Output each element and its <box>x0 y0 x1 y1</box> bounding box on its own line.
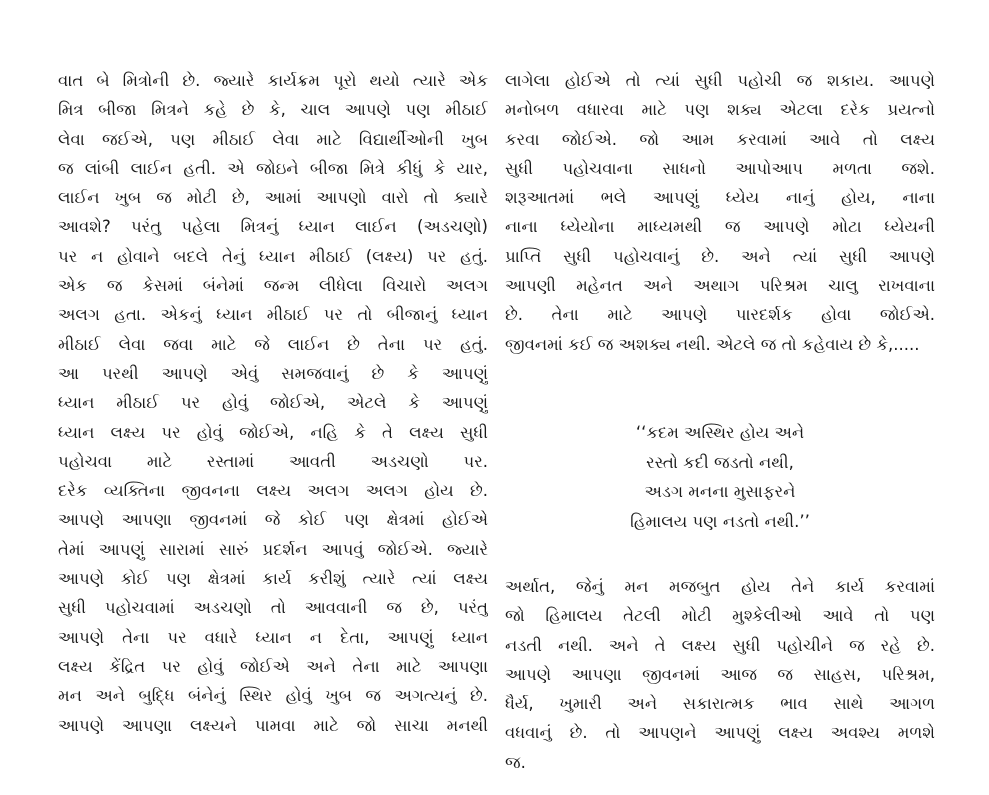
text-line: વાત બે મિત્રોની છે. જ્યારે કાર્યક્રમ પૂરો થયો ત્યારે એક <box>58 71 488 90</box>
text-line: આ પરથી આપણે એવું સમજવાનું છે કે આપણું <box>58 363 488 383</box>
text-line: મન અને બુદ્ધિ બંનેનું સ્થિર હોવું ખુબ જ અગત્યનું છે. <box>58 686 488 706</box>
text-line: છે. તેના માટે આપણે પારદર્શક હોવા જોઈએ. <box>505 305 935 325</box>
text-line: આપણી મહેનત અને અથાગ પરિશ્રમ ચાલુ રાખવાના <box>505 276 935 296</box>
text-line: જીવનમાં કઈ જ અશક્ય નથી. એટલે જ તો કહેવાય છે કે,..... <box>505 334 920 354</box>
text-line: લક્ષ્ય કેંદ્રિત પર હોવું જોઈએ અને તેના માટે આપણા <box>58 656 488 676</box>
right-column-top <box>505 66 935 359</box>
poem-line: હિમાલય પણ નડતો નથી.’’ <box>630 511 810 531</box>
right-column-bottom <box>505 572 935 777</box>
text-line: ધ્યાન લક્ષ્ય પર હોવું જોઈએ, નહિ કે તે લક્ષ્ય સુધી <box>58 422 488 442</box>
text-line: તેમાં આપણું સારામાં સારું પ્રદર્શન આપવું જોઈએ. જ્યારે <box>58 539 488 559</box>
text-line: દરેક વ્યક્તિના જીવનના લક્ષ્ય અલગ અલગ હોય છે. <box>58 481 488 501</box>
text-line: જો હિમાલય તેટલી મોટી મુશ્કેલીઓ આવે તો પણ <box>505 606 935 626</box>
text-line: અલગ હતા. એકનું ધ્યાન મીઠાઈ પર તો બીજાનું ધ્યાન <box>58 305 488 325</box>
text-line: નડતી નથી. અને તે લક્ષ્ય સુધી પહોચીને જ રહે છે. <box>505 635 935 655</box>
text-line: લાગેલા હોઈએ તો ત્યાં સુધી પહોચી જ શકાય. આપણે <box>505 71 935 90</box>
text-line: પર ન હોવાને બદલે તેનું ધ્યાન મીઠાઈ (લક્ષ્ય) પર હતું. <box>58 246 488 266</box>
poem-line: અડગ મનના મુસાફરને <box>644 482 796 501</box>
text-line: આપણે તેના પર વધારે ધ્યાન ન દેતા, આપણું ધ્યાન <box>58 627 488 647</box>
text-line: જ લાંબી લાઈન હતી. એ જોઇને બીજા મિત્રે કીધું કે યાર, <box>58 158 488 178</box>
text-line: સુધી પહોચવામાં અડચણો તો આવવાની જ છે, પરંતુ <box>58 598 488 618</box>
text-line: મીઠાઈ લેવા જવા માટે જે લાઈન છે તેના પર હતું. <box>58 334 488 354</box>
text-line: ધૈર્ય, ખુમારી અને સકારાત્મક ભાવ સાથે આગળ <box>505 694 935 714</box>
text-line: નાના ધ્યેયોના માધ્યમથી જ આપણે મોટા ધ્યેયની <box>505 217 935 237</box>
poem-block <box>505 418 935 536</box>
text-line: પહોચવા માટે રસ્તામાં આવતી અડચણો પર. <box>58 451 488 471</box>
text-line: એક જ કેસમાં બંનેમાં જન્મ લીધેલા વિચારો અલગ <box>58 276 488 296</box>
text-line: જ. <box>505 752 526 772</box>
text-line: મનોબળ વધારવા માટે પણ શક્ય એટલા દરેક પ્રયત્નો <box>505 100 935 120</box>
poem-line: રસ્તો કદી જડતો નથી, <box>646 452 794 472</box>
text-line: લાઈન ખુબ જ મોટી છે, આમાં આપણો વારો તો ક્યારે <box>58 188 488 208</box>
text-line: વધવાનું છે. તો આપણને આપણું લક્ષ્ય અવશ્ય મળશે <box>505 723 935 743</box>
text-line: મિત્ર બીજા મિત્રને કહે છે કે, ચાલ આપણે પણ મીઠાઈ <box>58 100 488 120</box>
text-line: શરૂઆતમાં ભલે આપણું ધ્યેય નાનું હોય, નાના <box>505 188 935 208</box>
text-line: લેવા જઈએ, પણ મીઠાઈ લેવા માટે વિદ્યાર્થીઓની ખુબ <box>58 129 488 149</box>
text-line: કરવા જોઈએ. જો આમ કરવામાં આવે તો લક્ષ્ય <box>505 129 935 149</box>
poem-line: ‘‘કદમ અસ્થિર હોય અને <box>635 423 805 442</box>
text-line: પ્રાપ્તિ સુધી પહોચવાનું છે. અને ત્યાં સુધી આપણે <box>505 246 935 266</box>
text-line: આપણે આપણા લક્ષ્યને પામવા માટે જો સાચા મનથી <box>58 715 488 735</box>
text-line: આવશે? પરંતુ પહેલા મિત્રનું ધ્યાન લાઈન (અડચણો) <box>58 217 488 237</box>
text-line: સુધી પહોચવાના સાધનો આપોઆપ મળતા જશે. <box>505 158 935 178</box>
left-column <box>58 66 488 740</box>
text-line: આપણે કોઈ પણ ક્ષેત્રમાં કાર્ય કરીશું ત્યારે ત્યાં લક્ષ્ય <box>58 569 488 589</box>
text-line: આપણે આપણા જીવનમાં જે કોઈ પણ ક્ષેત્રમાં હોઈએ <box>58 510 488 530</box>
text-line: આપણે આપણા જીવનમાં આજ જ સાહસ, પરિશ્રમ, <box>505 664 935 684</box>
text-line: ધ્યાન મીઠાઈ પર હોવું જોઈએ, એટલે કે આપણું <box>58 393 488 413</box>
text-line: અર્થાત, જેનું મન મજબુત હોય તેને કાર્ય કરવામાં <box>505 577 935 596</box>
